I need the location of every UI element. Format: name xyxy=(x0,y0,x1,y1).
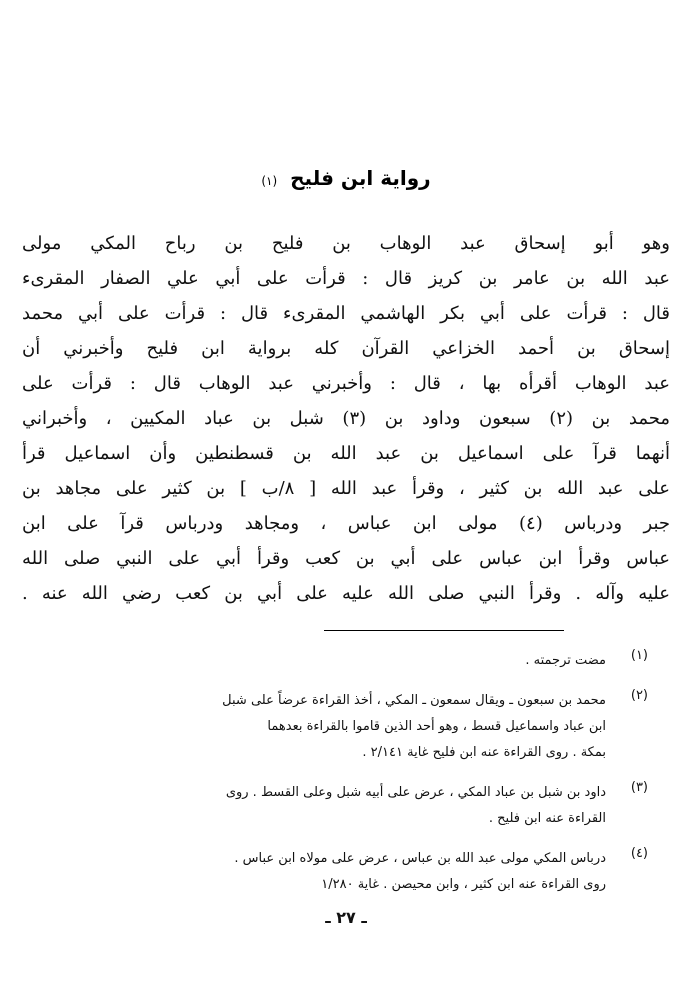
text-line: قال : قرأت على أبي بكر الهاشمي المقرىء قال : قرأت على أبي محمد xyxy=(22,303,670,324)
text-line: عبد الوهاب أقرأه بها ، قال : وأخبرني عبد الوهاب قال : قرأت على xyxy=(22,373,670,394)
text-line: على عبد الله بن كثير ، وقرأ عبد الله [ ٨/ب ] بن كثير على مجاهد بن xyxy=(22,478,670,499)
text-line: جبر ودرباس (٤) مولى ابن عباس ، ومجاهد ودرباس قرآ على ابن xyxy=(22,513,671,534)
footnote-1 xyxy=(90,648,648,674)
footnote-number: (١) xyxy=(630,648,648,663)
footnote-line: بمكة . روى القراءة عنه ابن فليح غاية ٢/١٤١ . xyxy=(362,745,606,760)
footnote-2 xyxy=(90,688,648,766)
footnote-4 xyxy=(90,846,648,898)
text-line: عليه وآله . وقرأ النبي صلى الله عليه على أبي بن كعب رضي الله عنه . xyxy=(22,583,670,604)
text-line: وهو أبو إسحاق عبد الوهاب بن فليح بن رباح المكي مولى xyxy=(22,233,670,254)
main-text xyxy=(22,226,670,611)
footnote-text xyxy=(90,780,606,832)
footnote-3 xyxy=(90,780,648,832)
footnotes xyxy=(90,648,648,912)
text-line: محمد بن (٢) سبعون وداود بن (٣) شبل بن عباد المكيين ، وأخبراني xyxy=(22,408,670,429)
chapter-title-text: رواية ابن فليح xyxy=(290,166,431,190)
page-number: ـ ٢٧ ـ xyxy=(325,908,367,927)
chapter-title xyxy=(0,166,692,190)
footnote-line: روى القراءة عنه ابن كثير ، وابن محيصن . غاية ١/٢٨٠ xyxy=(321,877,606,892)
text-line: أنهما قرآ على اسماعيل بن عبد الله بن قسطنطين وأن اسماعيل قرأ xyxy=(22,443,670,464)
footnote-number: (٣) xyxy=(630,780,648,795)
footnote-number: (٤) xyxy=(630,846,648,861)
footnote-number: (٢) xyxy=(630,688,648,703)
text-line: إسحاق بن أحمد الخزاعي القرآن كله برواية ابن فليح وأخبرني أن xyxy=(22,338,670,359)
footnote-text xyxy=(90,688,606,766)
title-footnote-marker: (١) xyxy=(261,174,278,188)
footnote-line: مضت ترجمته . xyxy=(525,653,606,668)
footnote-line: ابن عباد واسماعيل قسط ، وهو أحد الذين قاموا بالقراءة بعدهما xyxy=(267,719,606,734)
footnote-line: القراءة عنه ابن فليح . xyxy=(488,811,606,826)
footnote-divider xyxy=(324,630,564,631)
text-line: عبد الله بن عامر بن كريز قال : قرأت على أبي علي الصفار المقرىء xyxy=(22,268,670,289)
footnote-line: محمد بن سبعون ـ ويقال سمعون ـ المكي ، أخذ القراءة عرضاً على شبل xyxy=(222,693,606,708)
footnote-text xyxy=(90,648,606,674)
text-line: عباس وقرأ ابن عباس على أبي بن كعب وقرأ أبي على النبي صلى الله xyxy=(22,548,670,569)
footnote-line: درباس المكي مولى عبد الله بن عباس ، عرض على مولاه ابن عباس . xyxy=(234,851,606,866)
footnote-text xyxy=(90,846,606,898)
footnote-line: داود بن شبل بن عباد المكي ، عرض على أبيه شبل وعلى القسط . روى xyxy=(225,785,606,800)
